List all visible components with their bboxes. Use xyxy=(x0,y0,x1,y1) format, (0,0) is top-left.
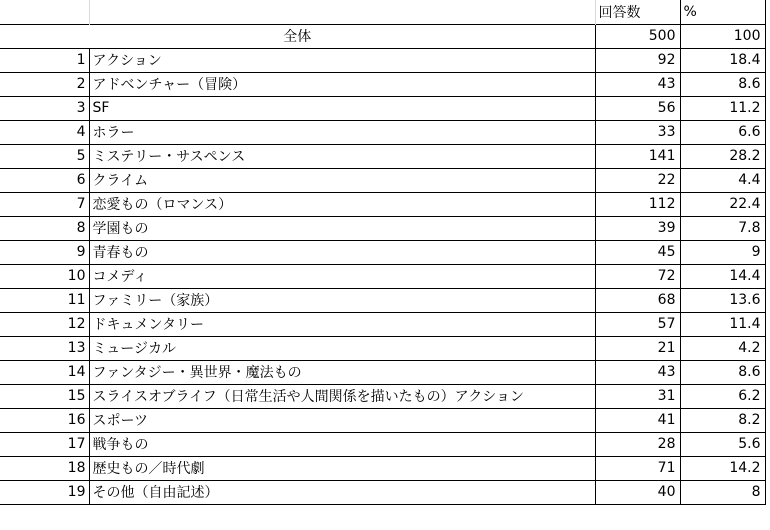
row-pct-cell[interactable]: 6.2 xyxy=(680,384,765,408)
row-count-cell[interactable]: 56 xyxy=(595,96,680,120)
table-row xyxy=(0,432,765,456)
row-name-cell[interactable]: 学園もの xyxy=(89,216,595,240)
row-pct-cell[interactable]: 8.6 xyxy=(680,360,765,384)
row-name-cell[interactable]: ドキュメンタリー xyxy=(89,312,595,336)
table-row xyxy=(0,312,765,336)
table-row xyxy=(0,144,765,168)
row-name-cell[interactable]: アドベンチャー（冒険） xyxy=(89,72,595,96)
row-number-cell[interactable]: 8 xyxy=(0,216,89,240)
header-pct-cell[interactable]: % xyxy=(680,0,765,24)
row-pct-cell[interactable]: 7.8 xyxy=(680,216,765,240)
table-row xyxy=(0,192,765,216)
table-row xyxy=(0,96,765,120)
row-pct-cell[interactable]: 4.4 xyxy=(680,168,765,192)
header-count-cell[interactable]: 回答数 xyxy=(595,0,680,24)
table-row xyxy=(0,288,765,312)
row-name-cell[interactable]: その他（自由記述） xyxy=(89,480,595,504)
table-row xyxy=(0,336,765,360)
header-blank-cell[interactable] xyxy=(89,0,595,24)
row-number-cell[interactable]: 19 xyxy=(0,480,89,504)
row-name-cell[interactable]: コメディ xyxy=(89,264,595,288)
table-row xyxy=(0,72,765,96)
row-count-cell[interactable]: 31 xyxy=(595,384,680,408)
row-number-cell[interactable]: 16 xyxy=(0,408,89,432)
row-count-cell[interactable]: 57 xyxy=(595,312,680,336)
row-number-cell[interactable]: 6 xyxy=(0,168,89,192)
row-count-cell[interactable]: 40 xyxy=(595,480,680,504)
row-number-cell[interactable]: 17 xyxy=(0,432,89,456)
row-count-cell[interactable]: 28 xyxy=(595,432,680,456)
row-pct-cell[interactable]: 9 xyxy=(680,240,765,264)
row-number-cell[interactable]: 1 xyxy=(0,48,89,72)
row-pct-cell[interactable]: 5.6 xyxy=(680,432,765,456)
row-name-cell[interactable]: ファミリー（家族） xyxy=(89,288,595,312)
row-number-cell[interactable]: 7 xyxy=(0,192,89,216)
row-number-cell[interactable]: 5 xyxy=(0,144,89,168)
row-name-cell[interactable]: ミステリー・サスペンス xyxy=(89,144,595,168)
row-name-cell[interactable]: ファンタジー・異世界・魔法もの xyxy=(89,360,595,384)
row-number-cell[interactable]: 18 xyxy=(0,456,89,480)
row-name-cell[interactable]: 青春もの xyxy=(89,240,595,264)
table-row xyxy=(0,240,765,264)
table-row xyxy=(0,456,765,480)
row-count-cell[interactable]: 112 xyxy=(595,192,680,216)
table-row xyxy=(0,264,765,288)
row-count-cell[interactable]: 22 xyxy=(595,168,680,192)
row-pct-cell[interactable]: 22.4 xyxy=(680,192,765,216)
row-pct-cell[interactable]: 11.2 xyxy=(680,96,765,120)
table-row xyxy=(0,120,765,144)
row-name-cell[interactable]: 戦争もの xyxy=(89,432,595,456)
total-pct-cell[interactable]: 100 xyxy=(680,24,765,48)
row-pct-cell[interactable]: 8.2 xyxy=(680,408,765,432)
row-number-cell[interactable]: 3 xyxy=(0,96,89,120)
table-row xyxy=(0,48,765,72)
table-row xyxy=(0,480,765,504)
row-count-cell[interactable]: 21 xyxy=(595,336,680,360)
table-row xyxy=(0,360,765,384)
total-count-cell[interactable]: 500 xyxy=(595,24,680,48)
row-pct-cell[interactable]: 4.2 xyxy=(680,336,765,360)
row-count-cell[interactable]: 72 xyxy=(595,264,680,288)
table-row xyxy=(0,168,765,192)
table-row xyxy=(0,384,765,408)
row-count-cell[interactable]: 43 xyxy=(595,72,680,96)
row-pct-cell[interactable]: 11.4 xyxy=(680,312,765,336)
table-row xyxy=(0,408,765,432)
row-number-cell[interactable]: 11 xyxy=(0,288,89,312)
row-number-cell[interactable]: 4 xyxy=(0,120,89,144)
row-number-cell[interactable]: 12 xyxy=(0,312,89,336)
row-name-cell[interactable]: SF xyxy=(89,96,595,120)
row-number-cell[interactable]: 9 xyxy=(0,240,89,264)
row-pct-cell[interactable]: 8 xyxy=(680,480,765,504)
table-row xyxy=(0,216,765,240)
row-pct-cell[interactable]: 6.6 xyxy=(680,120,765,144)
row-name-cell[interactable]: スポーツ xyxy=(89,408,595,432)
row-pct-cell[interactable]: 18.4 xyxy=(680,48,765,72)
header-blank-cell[interactable] xyxy=(0,0,89,24)
row-count-cell[interactable]: 92 xyxy=(595,48,680,72)
row-name-cell[interactable]: ミュージカル xyxy=(89,336,595,360)
row-name-cell[interactable]: アクション xyxy=(89,48,595,72)
row-count-cell[interactable]: 141 xyxy=(595,144,680,168)
row-count-cell[interactable]: 41 xyxy=(595,408,680,432)
row-number-cell[interactable]: 10 xyxy=(0,264,89,288)
row-name-cell[interactable]: 歴史もの／時代劇 xyxy=(89,456,595,480)
total-label-cell[interactable]: 全体 xyxy=(0,24,595,48)
row-count-cell[interactable]: 33 xyxy=(595,120,680,144)
total-row xyxy=(0,24,765,48)
row-pct-cell[interactable]: 14.2 xyxy=(680,456,765,480)
row-pct-cell[interactable]: 13.6 xyxy=(680,288,765,312)
row-count-cell[interactable]: 43 xyxy=(595,360,680,384)
row-pct-cell[interactable]: 8.6 xyxy=(680,72,765,96)
row-name-cell[interactable]: ホラー xyxy=(89,120,595,144)
row-name-cell[interactable]: クライム xyxy=(89,168,595,192)
row-pct-cell[interactable]: 28.2 xyxy=(680,144,765,168)
row-name-cell[interactable]: 恋愛もの（ロマンス） xyxy=(89,192,595,216)
row-name-cell[interactable]: スライスオブライフ（日常生活や人間関係を描いたもの）アクション xyxy=(89,384,595,408)
row-number-cell[interactable]: 2 xyxy=(0,72,89,96)
row-count-cell[interactable]: 45 xyxy=(595,240,680,264)
row-pct-cell[interactable]: 14.4 xyxy=(680,264,765,288)
header-row xyxy=(0,0,765,24)
row-count-cell[interactable]: 39 xyxy=(595,216,680,240)
row-number-cell[interactable]: 13 xyxy=(0,336,89,360)
row-count-cell[interactable]: 68 xyxy=(595,288,680,312)
row-count-cell[interactable]: 71 xyxy=(595,456,680,480)
row-number-cell[interactable]: 15 xyxy=(0,384,89,408)
row-number-cell[interactable]: 14 xyxy=(0,360,89,384)
